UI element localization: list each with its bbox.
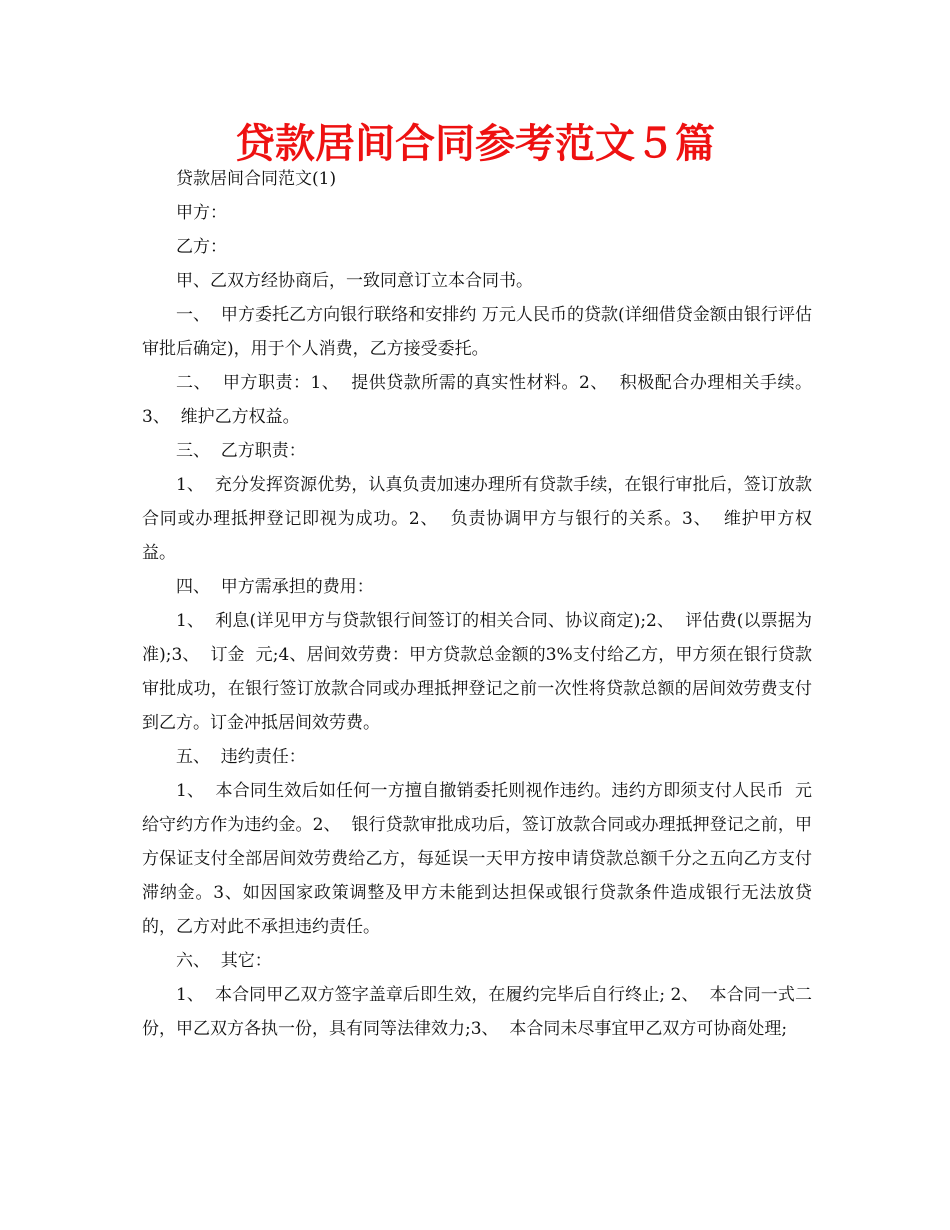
- paragraph-clause-1: 一、 甲方委托乙方向银行联络和安排约 万元人民币的贷款(详细借贷金额由银行评估审批后确定)，用于个人消费，乙方接受委托。: [142, 305, 812, 359]
- paragraph-clause-6-heading: 六、 其它：: [176, 951, 272, 971]
- paragraph-party-b: 乙方：: [176, 237, 227, 257]
- paragraph-clause-4-heading: 四、 甲方需承担的费用：: [176, 577, 374, 597]
- paragraph-agreement: 甲、乙双方经协商后，一致同意订立本合同书。: [176, 271, 533, 291]
- document-body: [142, 162, 812, 1046]
- document-title: 贷款居间合同参考范文５篇: [235, 121, 715, 167]
- paragraph-clause-5-body: 1、 本合同生效后如任何一方擅自撤销委托则视作违约。违约方即须支付人民币 元给守约方作为违约金。2、 银行贷款审批成功后，签订放款合同或办理抵押登记之前，甲方保证支付全部居间效劳费给乙方，每延误一天甲方按申请贷款总额千分之五向乙方支付滞纳金。3、如因国家政策调整及甲方未能到达担保或银行贷款条件造成银行无法放贷的，乙方对此不承担违约责任。: [142, 781, 812, 937]
- paragraph-clause-4-body: 1、 利息(详见甲方与贷款银行间签订的相关合同、协议商定);2、 评估费(以票据为准);3、 订金 元;4、居间效劳费：甲方贷款总金额的3%支付给乙方，甲方须在银行贷款审批成功，在银行签订放款合同或办理抵押登记之前一次性将贷款总额的居间效劳费支付到乙方。订金冲抵居间效劳费。: [142, 611, 812, 733]
- paragraph-clause-3-body: 1、 充分发挥资源优势，认真负责加速办理所有贷款手续，在银行审批后，签订放款合同或办理抵押登记即视为成功。2、 负责协调甲方与银行的关系。3、 维护甲方权益。: [142, 475, 812, 563]
- paragraph-clause-5-heading: 五、 违约责任：: [176, 747, 306, 767]
- paragraph-subtitle: 贷款居间合同范文(1): [176, 169, 337, 189]
- paragraph-clause-6-body: 1、 本合同甲乙双方签字盖章后即生效，在履约完毕后自行终止; 2、 本合同一式二份，甲乙双方各执一份，具有同等法律效力;3、 本合同未尽事宜甲乙双方可协商处理;: [142, 985, 812, 1039]
- paragraph-clause-2: 二、 甲方职责：1、 提供贷款所需的真实性材料。2、 积极配合办理相关手续。3、 维护乙方权益。: [142, 373, 812, 427]
- paragraph-clause-3-heading: 三、 乙方职责：: [176, 441, 306, 461]
- paragraph-party-a: 甲方：: [176, 203, 227, 223]
